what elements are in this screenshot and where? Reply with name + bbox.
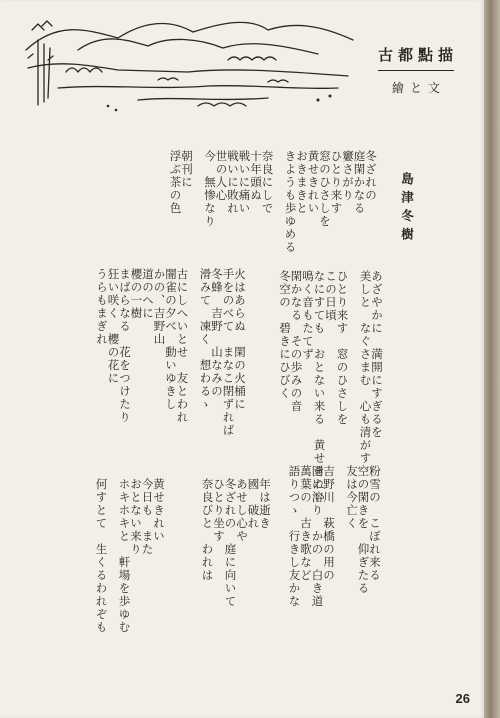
poem-line: 世の人心 <box>214 150 229 202</box>
poem-line: 美しと なぐさまむ 心も清がす <box>358 270 373 465</box>
poem-line: うらもまぎれ <box>95 268 109 346</box>
poem-block-upper-middle <box>60 268 245 438</box>
poem-line: ひとり来す <box>329 150 344 215</box>
poem-line: かの、吉野山 <box>152 268 167 346</box>
poem-line: 浮ぶ茶の色 <box>168 150 183 215</box>
poem-line: きようも歩ゆめる <box>283 150 298 254</box>
poem-line: あせし心や <box>235 478 249 543</box>
poem-line: 冬ざれの <box>364 150 378 202</box>
title-rule <box>378 70 454 71</box>
poem-line: 火はあらぬ 閑の火桶に <box>233 268 247 411</box>
poem-line: 空の閑きを 仰ぎたる <box>356 465 371 595</box>
poem-line: 窓のひさしを <box>318 150 332 228</box>
poem-line: 黄せきれい <box>306 150 321 215</box>
poem-line: 園に溶り かの 白き道 <box>310 465 325 608</box>
article-title: 古都點描 <box>378 46 459 64</box>
poem-line: あざやかに 満開にすぎるを <box>370 270 384 439</box>
poem-block-upper-left <box>46 150 376 255</box>
poem-line: 冬空の 碧きにひびく <box>278 270 292 400</box>
page-number: 26 <box>455 691 470 706</box>
landscape-sketch <box>18 10 358 118</box>
poem-line: この日頃 <box>324 270 338 322</box>
poem-line: 滑みて 凍く 想わるゝ <box>198 268 213 411</box>
poem-line: ひとり坐す <box>212 478 226 543</box>
poem-block-lower-left <box>46 478 166 634</box>
poem-line: 粉雪の こぼれ来る <box>368 465 382 582</box>
poem-line: 閑かなる その歩みの音 <box>289 270 304 413</box>
poem-line: 國 破れ <box>246 478 261 530</box>
poem-line: 今日も また <box>140 478 155 556</box>
book-spine <box>484 0 500 718</box>
poem-line: 手をのべて まなこ閉ずれば <box>221 268 236 437</box>
poem-line: 戦いに痛い <box>237 150 252 215</box>
poem-line: 闇雀の夕べ 動いゆきし <box>164 268 178 411</box>
poem-line: 今 無惨なり <box>203 150 217 228</box>
poem-line: 冬ざれの 庭に向いて <box>223 478 238 608</box>
poem-line: 朝刊に <box>180 150 194 189</box>
poem-line: まばらなる 花をつけたり <box>118 268 132 424</box>
poem-line: おきまきと <box>295 150 309 215</box>
poem-line: ひとり来す 窓のひさしを <box>335 270 350 426</box>
poem-line: 年は逝き <box>258 478 272 530</box>
poem-line: 鳴く音もたてず <box>301 270 315 361</box>
poem-line: 十年頭ぬ <box>249 150 263 202</box>
poem-line: おとない来り <box>129 478 143 556</box>
poem-line: 冬蜂 吉野 山なみの <box>210 268 224 398</box>
poem-line: 黄せきれい <box>152 478 166 543</box>
poem-line: 狂い咲く 櫻の花に <box>106 268 121 385</box>
author-name: 島津冬樹 <box>399 172 415 246</box>
poem-line: 庭閑かなる <box>352 150 367 215</box>
poem-block-lower-middle <box>175 478 270 618</box>
poem-line: 古にしへいとせ 友とわれ <box>175 268 190 424</box>
poem-line: 吉野川 萩橋の用の <box>322 465 336 582</box>
poem-line: 奈良びと われは <box>200 478 215 582</box>
poem-line: 窶さがり <box>341 150 355 202</box>
poem-line: 道のへに <box>141 268 155 320</box>
poem-line: ホキホキと 軒場を歩ゆむ <box>117 478 132 634</box>
poem-line: 語りつゝ 行きし友かな <box>287 465 302 608</box>
poem-line: 何すとて 生くるわれぞも <box>94 478 109 634</box>
poem-line: 萬葉の 古き歌など <box>299 465 313 582</box>
article-subtitle: 繪と文 <box>392 81 447 95</box>
poem-line: 戦いに敗れ <box>226 150 240 215</box>
poem-line: 奈良にしで <box>260 150 275 215</box>
poem-line: なにすても おとない来る 黄せきれい <box>312 270 327 504</box>
poem-line: 友は今亡く <box>345 465 359 530</box>
poem-line: 櫻の一樹 <box>129 268 144 320</box>
